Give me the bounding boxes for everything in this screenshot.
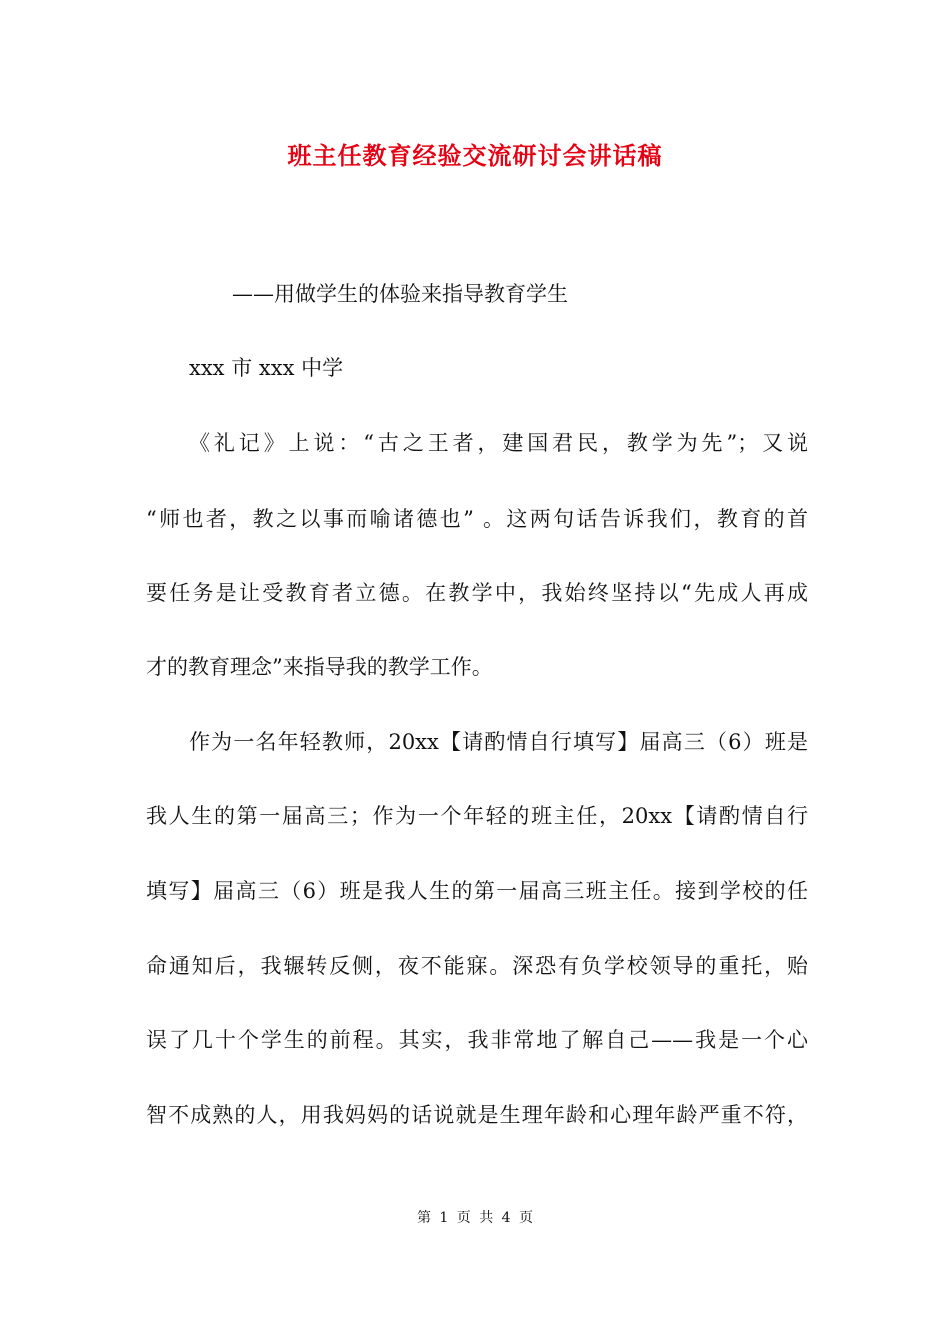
paragraph-1-line: “师也者，教之以事而喻诸德也” 。这两句话告诉我们，教育的首 (146, 507, 808, 531)
paragraph-2-line: 命通知后，我辗转反侧，夜不能寐。深恐有负学校领导的重托，贻 (146, 954, 808, 978)
paragraph-1-line: 要任务是让受教育者立德。在教学中，我始终坚持以“先成人再成 (146, 581, 808, 605)
paragraph-2-line: 作为一名年轻教师，20xx【请酌情自行填写】届高三（6）班是 (189, 730, 808, 754)
document-title: 班主任教育经验交流研讨会讲话稿 (287, 141, 663, 170)
paragraph-1-line: 《礼记》上说：“古之王者，建国君民，教学为先”；又说 (189, 431, 808, 455)
page-number-footer: 第 1 页 共 4 页 (416, 1210, 534, 1226)
paragraph-1-line: 才的教育理念”来指导我的教学工作。 (146, 655, 493, 679)
paragraph-2-line: 误了几十个学生的前程。其实，我非常地了解自己——我是一个心 (146, 1028, 808, 1052)
paragraph-2-line: 我人生的第一届高三；作为一个年轻的班主任，20xx【请酌情自行 (146, 804, 808, 828)
paragraph-2-line: 填写】届高三（6）班是我人生的第一届高三班主任。接到学校的任 (146, 879, 808, 903)
paragraph-2-line: 智不成熟的人，用我妈妈的话说就是生理年龄和心理年龄严重不符， (146, 1103, 808, 1127)
author-affiliation: xxx 市 xxx 中学 (189, 356, 344, 380)
document-subtitle: ——用做学生的体验来指导教育学生 (232, 282, 568, 306)
